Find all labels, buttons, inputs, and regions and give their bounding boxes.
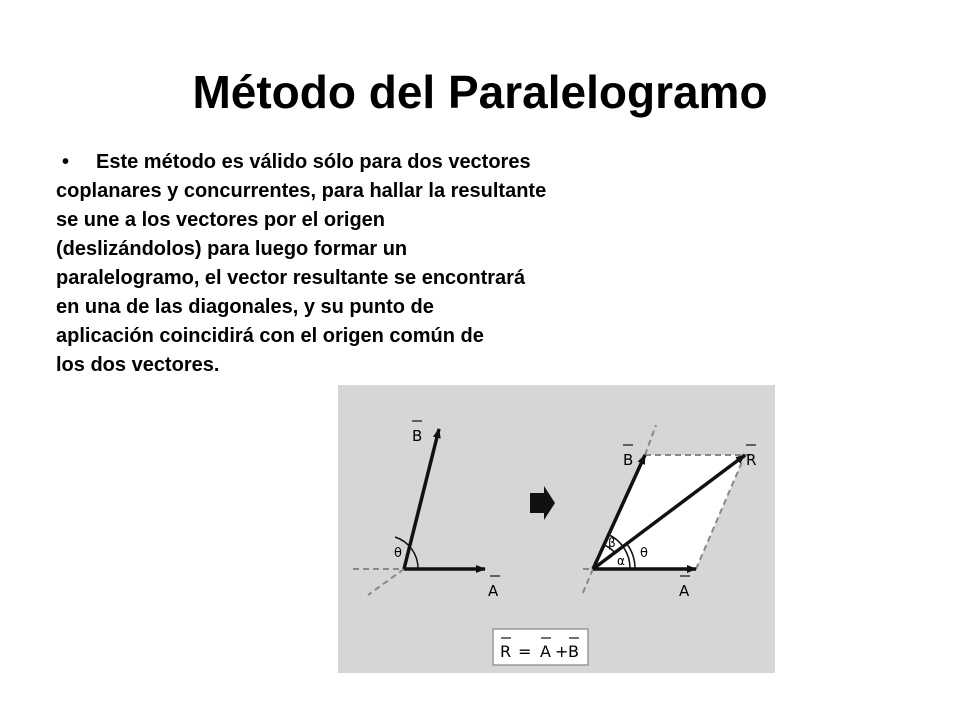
paragraph-line-3: se une a los vectores por el origen [56, 209, 386, 231]
formula-box [493, 629, 588, 665]
formula-b: B [568, 642, 579, 661]
formula-equals: = [518, 642, 532, 661]
right-vector-r-label: R [746, 451, 757, 469]
body-paragraph [56, 148, 696, 380]
left-angle-label: θ [394, 546, 402, 561]
formula-a: A [540, 642, 551, 661]
formula-plus: + [555, 642, 569, 661]
right-angle-theta-label: θ [640, 546, 648, 561]
paragraph-line-2: coplanares y concurrentes, para hallar la resultante [56, 180, 547, 202]
left-vector-a-label: A [488, 582, 499, 600]
paragraph-line-1-text: Este método es válido sólo para dos vectores [96, 151, 531, 173]
slide-title: Método del Paralelogramo [192, 66, 768, 118]
formula-r: R [500, 642, 512, 661]
bullet-icon: • [62, 151, 70, 173]
right-angle-beta-label: β [608, 536, 616, 550]
paragraph-line-8: los dos vectores. [56, 354, 220, 376]
paragraph-line-7: aplicación coincidirá con el origen común de [56, 325, 484, 347]
left-vector-b-label: B [412, 427, 423, 445]
paragraph-line-1 [56, 148, 696, 177]
paragraph-line-5: paralelogramo, el vector resultante se encontrará [56, 267, 526, 289]
parallelogram-figure [338, 385, 775, 673]
right-vector-b-label: B [623, 451, 634, 469]
paragraph-line-4: (deslizándolos) para luego formar un [56, 238, 408, 260]
figure-svg [338, 385, 775, 673]
paragraph-line-6: en una de las diagonales, y su punto de [56, 296, 434, 318]
right-vector-a-label: A [679, 582, 690, 600]
right-angle-alpha-label: α [617, 554, 625, 568]
